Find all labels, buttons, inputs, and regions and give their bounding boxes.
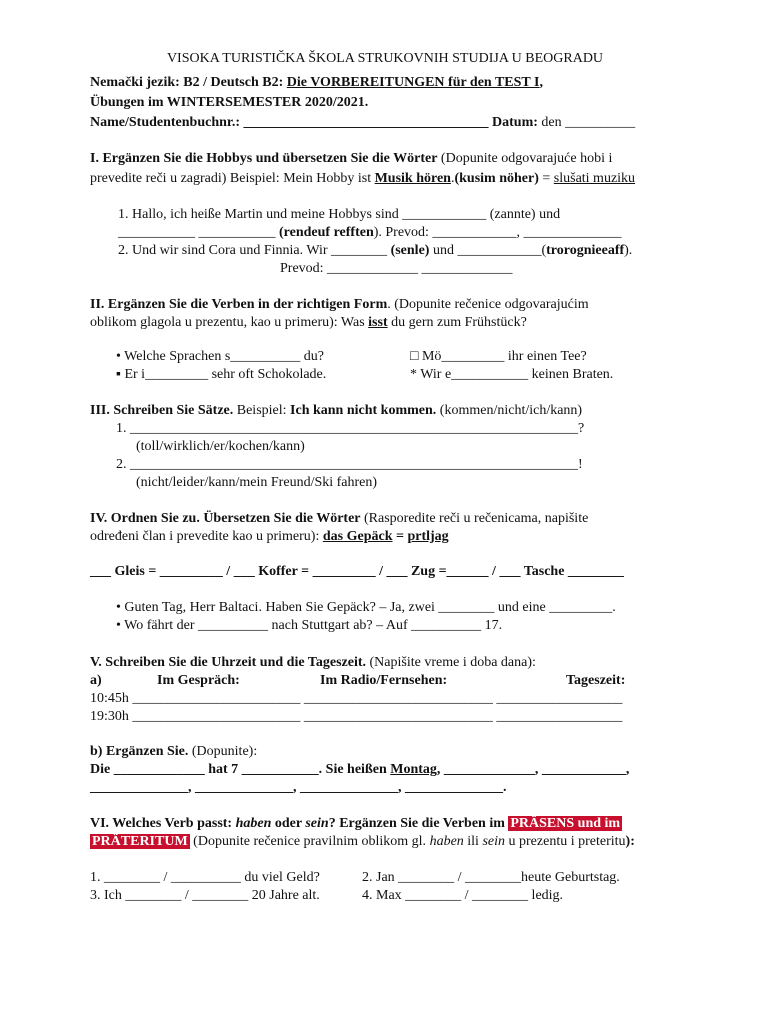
section-3-title: III. Schreiben Sie Sätze. Beispiel: Ich kann nicht kommen. (kommen/nicht/ich/kann) [90,403,583,418]
section-1-example: prevedite reči u zagradi) Beispiel: Mein Hobby ist Musik hören.(kusim nöher) = slušati muziku [90,171,636,186]
section-3-hint-2: (nicht/leider/kann/mein Freund/Ski fahren) [136,475,378,490]
section-5b-line-1: Die _____________ hat 7 ___________. Sie heißen Montag, _____________, ____________, [90,762,630,777]
section-5-col-3: Tageszeit: [566,673,626,688]
section-6-title: VI. Welches Verb passt: haben oder sein? Ergänzen Sie die Verben im PRÄSENS und im [90,816,621,831]
section-5-col-2: Im Radio/Fernsehen: [320,673,448,688]
section-5-col-1: Im Gespräch: [157,673,240,688]
section-4-bullet-2: • Wo fährt der __________ nach Stuttgart ab? – Auf __________ 17. [116,618,503,633]
semester-line: Übungen im WINTERSEMESTER 2020/2021. [90,95,369,110]
section-1-item-1: 1. Hallo, ich heiße Martin und meine Hobbys sind ____________ (zannte) und [118,207,561,222]
section-5-row-1: 10:45h ________________________ ___________________________ __________________ [90,691,623,706]
section-2-bullet-1: • Welche Sprachen s__________ du? [116,349,325,364]
section-6-item-3: 3. Ich ________ / ________ 20 Jahre alt. [90,888,320,903]
section-4-instruction: određeni član i prevedite kao u primeru): das Gepäck = prtljag [90,529,449,544]
section-2-instruction: oblikom glagola u prezentu, kao u primeru): Was isst du gern zum Frühstück? [90,315,527,330]
section-2-bullet-3: ▪ Er i_________ sehr oft Schokolade. [116,367,327,382]
section-5-title: V. Schreiben Sie die Uhrzeit und die Tageszeit. (Napišite vreme i doba dana): [90,655,536,670]
course-line: Nemački jezik: B2 / Deutsch B2: Die VORBEREITUNGEN für den TEST I, [90,75,543,90]
section-6-item-2: 2. Jan ________ / ________heute Geburtstag. [362,870,620,885]
section-5-col-a: a) [90,673,102,688]
section-5b-title: b) Ergänzen Sie. (Dopunite): [90,744,258,759]
section-6-item-1: 1. ________ / __________ du viel Geld? [90,870,320,885]
section-4-bullet-1: • Guten Tag, Herr Baltaci. Haben Sie Gepäck? – Ja, zwei ________ und eine _________. [116,600,616,615]
name-date-line: Name/Studentenbuchnr.: ___________________________________ Datum: den __________ [90,115,636,130]
section-1-prevod: Prevod: _____________ _____________ [280,261,513,276]
section-1-title: I. Ergänzen Sie die Hobbys und übersetzen Sie die Wörter (Dopunite odgovarajuće hobi i [90,151,613,166]
section-3-line-2: 2. ________________________________________________________________! [116,457,583,472]
section-6-item-4: 4. Max ________ / ________ ledig. [362,888,564,903]
section-4-words: ___ Gleis = _________ / ___ Koffer = _________ / ___ Zug =______ / ___ Tasche ________ [90,564,624,579]
section-3-hint-1: (toll/wirklich/er/kochen/kann) [136,439,305,454]
section-2-title: II. Ergänzen Sie die Verben in der richtigen Form. (Dopunite rečenice odgovarajućim [90,297,589,312]
section-2-bullet-4: * Wir e___________ keinen Braten. [410,367,614,382]
section-4-title: IV. Ordnen Sie zu. Übersetzen Sie die Wörter (Rasporedite reči u rečenicama, napišite [90,511,589,526]
section-5b-line-2: ______________, ______________, ______________, ______________. [90,780,507,795]
school-name: VISOKA TURISTIČKA ŠKOLA STRUKOVNIH STUDIJA U BEOGRADU [166,51,604,66]
section-1-item-2: 2. Und wir sind Cora und Finnia. Wir ________ (senle) und ____________(trorognieeaff). [118,243,633,258]
section-6-instruction: PRÄTERITUM (Dopunite rečenice pravilnim oblikom gl. haben ili sein u prezentu i preteritu): [92,834,635,849]
section-1-item-1-cont: ___________ ___________ (rendeuf refften). Prevod: ____________, ______________ [118,225,622,240]
section-2-bullet-2: □ Mö_________ ihr einen Tee? [410,349,587,364]
section-5-row-2: 19:30h ________________________ ___________________________ __________________ [90,709,623,724]
section-3-line-1: 1. ________________________________________________________________? [116,421,585,436]
